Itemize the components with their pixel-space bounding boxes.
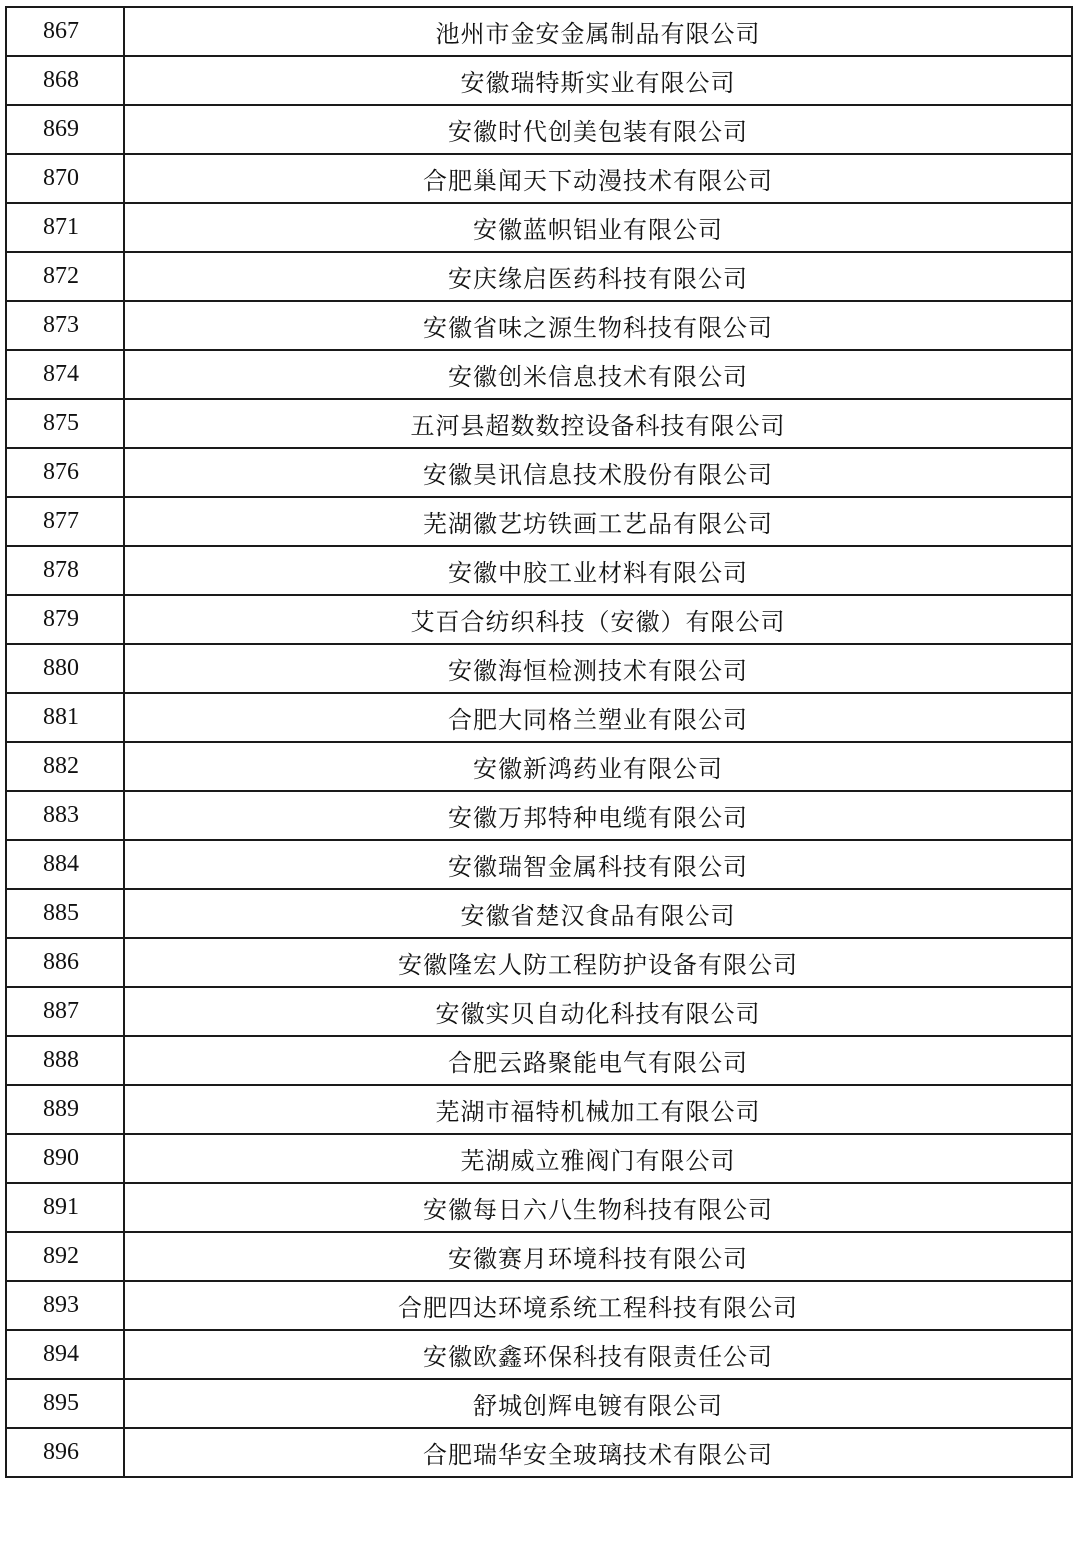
company-name: 安徽赛月环境科技有限公司 xyxy=(124,1232,1072,1281)
table-row xyxy=(6,1085,1072,1134)
row-number: 883 xyxy=(6,791,124,840)
table-row xyxy=(6,987,1072,1036)
row-number: 882 xyxy=(6,742,124,791)
company-name: 池州市金安金属制品有限公司 xyxy=(124,7,1072,56)
company-name: 安徽海恒检测技术有限公司 xyxy=(124,644,1072,693)
company-name: 合肥云路聚能电气有限公司 xyxy=(124,1036,1072,1085)
row-number: 895 xyxy=(6,1379,124,1428)
company-name: 安徽蓝帜铝业有限公司 xyxy=(124,203,1072,252)
company-name: 艾百合纺织科技（安徽）有限公司 xyxy=(124,595,1072,644)
table-row xyxy=(6,56,1072,105)
company-table xyxy=(5,6,1073,1478)
row-number: 867 xyxy=(6,7,124,56)
row-number: 873 xyxy=(6,301,124,350)
table-row xyxy=(6,1036,1072,1085)
company-name: 安徽昊讯信息技术股份有限公司 xyxy=(124,448,1072,497)
row-number: 892 xyxy=(6,1232,124,1281)
table-row xyxy=(6,742,1072,791)
company-name: 合肥大同格兰塑业有限公司 xyxy=(124,693,1072,742)
table-row xyxy=(6,1183,1072,1232)
table-row xyxy=(6,546,1072,595)
company-name: 安徽新鸿药业有限公司 xyxy=(124,742,1072,791)
row-number: 888 xyxy=(6,1036,124,1085)
company-name: 安徽瑞特斯实业有限公司 xyxy=(124,56,1072,105)
company-name: 合肥四达环境系统工程科技有限公司 xyxy=(124,1281,1072,1330)
table-row xyxy=(6,595,1072,644)
table-row xyxy=(6,1281,1072,1330)
company-name: 芜湖徽艺坊铁画工艺品有限公司 xyxy=(124,497,1072,546)
table-row xyxy=(6,399,1072,448)
row-number: 872 xyxy=(6,252,124,301)
company-name: 安徽创米信息技术有限公司 xyxy=(124,350,1072,399)
table-row xyxy=(6,301,1072,350)
row-number: 894 xyxy=(6,1330,124,1379)
row-number: 884 xyxy=(6,840,124,889)
table-row xyxy=(6,252,1072,301)
row-number: 893 xyxy=(6,1281,124,1330)
row-number: 868 xyxy=(6,56,124,105)
row-number: 891 xyxy=(6,1183,124,1232)
table-row xyxy=(6,448,1072,497)
row-number: 881 xyxy=(6,693,124,742)
table-row xyxy=(6,1134,1072,1183)
table-row xyxy=(6,154,1072,203)
row-number: 886 xyxy=(6,938,124,987)
company-name: 安徽实贝自动化科技有限公司 xyxy=(124,987,1072,1036)
row-number: 890 xyxy=(6,1134,124,1183)
table-row xyxy=(6,1330,1072,1379)
company-name: 芜湖威立雅阀门有限公司 xyxy=(124,1134,1072,1183)
table-row xyxy=(6,693,1072,742)
row-number: 885 xyxy=(6,889,124,938)
company-name: 安徽省楚汉食品有限公司 xyxy=(124,889,1072,938)
row-number: 871 xyxy=(6,203,124,252)
table-row xyxy=(6,7,1072,56)
company-list-sheet xyxy=(5,6,1073,1478)
company-name: 安徽隆宏人防工程防护设备有限公司 xyxy=(124,938,1072,987)
table-row xyxy=(6,203,1072,252)
row-number: 889 xyxy=(6,1085,124,1134)
row-number: 880 xyxy=(6,644,124,693)
row-number: 875 xyxy=(6,399,124,448)
company-name: 合肥瑞华安全玻璃技术有限公司 xyxy=(124,1428,1072,1477)
company-name: 芜湖市福特机械加工有限公司 xyxy=(124,1085,1072,1134)
row-number: 887 xyxy=(6,987,124,1036)
company-name: 安徽万邦特种电缆有限公司 xyxy=(124,791,1072,840)
row-number: 869 xyxy=(6,105,124,154)
company-name: 安徽瑞智金属科技有限公司 xyxy=(124,840,1072,889)
company-name: 安徽欧鑫环保科技有限责任公司 xyxy=(124,1330,1072,1379)
company-name: 安徽中胶工业材料有限公司 xyxy=(124,546,1072,595)
table-row xyxy=(6,644,1072,693)
row-number: 876 xyxy=(6,448,124,497)
row-number: 877 xyxy=(6,497,124,546)
company-name: 舒城创辉电镀有限公司 xyxy=(124,1379,1072,1428)
row-number: 896 xyxy=(6,1428,124,1477)
table-row xyxy=(6,1232,1072,1281)
table-row xyxy=(6,889,1072,938)
table-row xyxy=(6,497,1072,546)
table-row xyxy=(6,1379,1072,1428)
row-number: 879 xyxy=(6,595,124,644)
row-number: 870 xyxy=(6,154,124,203)
table-row xyxy=(6,105,1072,154)
company-name: 安徽时代创美包装有限公司 xyxy=(124,105,1072,154)
row-number: 874 xyxy=(6,350,124,399)
company-name: 安徽每日六八生物科技有限公司 xyxy=(124,1183,1072,1232)
table-row xyxy=(6,350,1072,399)
table-row xyxy=(6,938,1072,987)
company-name: 合肥巢闻天下动漫技术有限公司 xyxy=(124,154,1072,203)
table-row xyxy=(6,1428,1072,1477)
company-name: 五河县超数数控设备科技有限公司 xyxy=(124,399,1072,448)
company-name: 安庆缘启医药科技有限公司 xyxy=(124,252,1072,301)
table-row xyxy=(6,840,1072,889)
company-table-body xyxy=(6,7,1072,1477)
row-number: 878 xyxy=(6,546,124,595)
table-row xyxy=(6,791,1072,840)
company-name: 安徽省味之源生物科技有限公司 xyxy=(124,301,1072,350)
